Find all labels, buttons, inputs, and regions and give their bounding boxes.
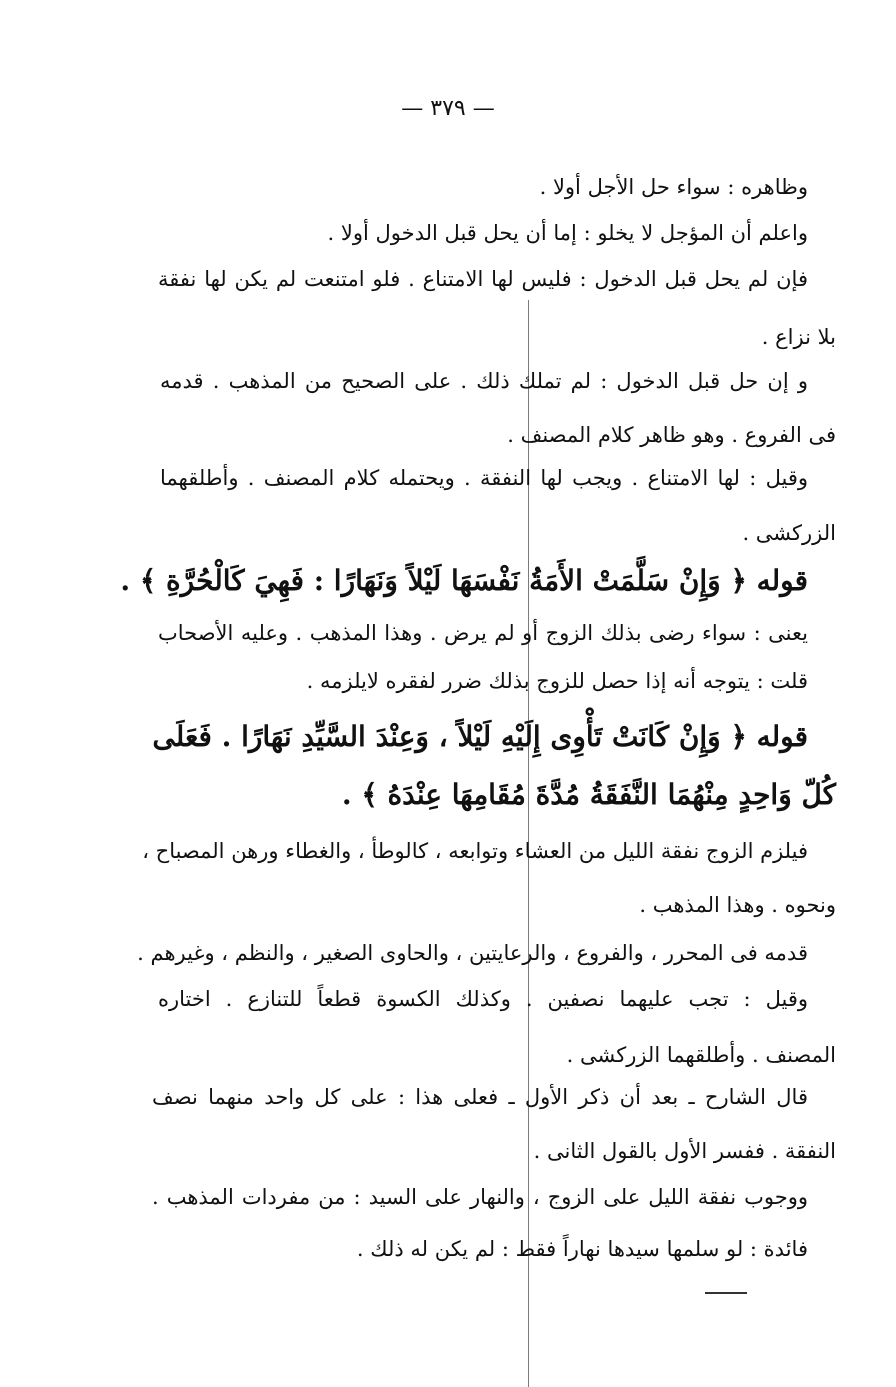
text-line-7: وقيل : لها الامتناع . ويجب لها النفقة . ويحتمله كلام المصنف . وأطلقهما <box>160 466 808 490</box>
text-line-15: المصنف . وأطلقهما الزركشى . <box>566 1043 836 1067</box>
page-number: — ٣٧٩ — <box>401 96 495 121</box>
quran-quote-2a: قوله ﴿ وَإِنْ كَانَتْ تَأْوِى إِلَيْهِ لَيْلاً ، وَعِنْدَ السَّيِّدِ نَهَارًا . فَعَلَى <box>152 720 808 753</box>
text-line-10: قلت : يتوجه أنه إذا حصل للزوج بذلك ضرر لفقره لايلزمه . <box>306 669 808 693</box>
text-line-1: وظاهره : سواء حل الأجل أولا . <box>539 175 808 199</box>
quran-quote-1: قوله ﴿ وَإِنْ سَلَّمَتْ الأَمَةُ نَفْسَهَا لَيْلاً وَنَهَارًا : فَهِيَ كَالْحُرَّةِ ﴾ . <box>120 564 808 597</box>
text-line-4: بلا نزاع . <box>761 325 836 349</box>
text-line-2: واعلم أن المؤجل لا يخلو : إما أن يحل قبل الدخول أولا . <box>327 221 808 245</box>
text-line-13: قدمه فى المحرر ، والفروع ، والرعايتين ، والحاوى الصغير ، والنظم ، وغيرهم . <box>137 941 808 965</box>
text-line-14: وقيل : تجب عليهما نصفين . وكذلك الكسوة قطعاً للتنازع . اختاره <box>158 987 808 1011</box>
benefit-note: فائدة : لو سلمها سيدها نهاراً فقط : لم يكن له ذلك . <box>356 1237 808 1261</box>
text-line-8: الزركشى . <box>742 521 836 545</box>
text-line-17: النفقة . ففسر الأول بالقول الثانى . <box>533 1139 836 1163</box>
text-line-3: فإن لم يحل قبل الدخول : فليس لها الامتناع . فلو امتنعت لم يكن لها نفقة <box>158 267 808 291</box>
text-line-9: يعنى : سواء رضى بذلك الزوج أو لم يرض . وهذا المذهب . وعليه الأصحاب <box>158 621 808 645</box>
text-line-11: فيلزم الزوج نفقة الليل من العشاء وتوابعه ، كالوطأ ، والغطاء ورهن المصباح ، <box>142 839 808 863</box>
text-line-6: فى الفروع . وهو ظاهر كلام المصنف . <box>507 423 836 447</box>
text-line-18: ووجوب نفقة الليل على الزوج ، والنهار على السيد : من مفردات المذهب . <box>152 1185 808 1209</box>
text-line-12: ونحوه . وهذا المذهب . <box>639 893 836 917</box>
text-line-16: قال الشارح ـ بعد أن ذكر الأول ـ فعلى هذا : على كل واحد منهما نصف <box>152 1085 808 1109</box>
quran-quote-2b: كُلّ وَاحِدٍ مِنْهُمَا النَّفَقَةُ مُدَّةَ مُقَامِهَا عِنْدَهُ ﴾ . <box>341 778 836 811</box>
footnote-rule <box>705 1292 747 1294</box>
text-line-5: و إن حل قبل الدخول : لم تملك ذلك . على الصحيح من المذهب . قدمه <box>160 369 808 393</box>
